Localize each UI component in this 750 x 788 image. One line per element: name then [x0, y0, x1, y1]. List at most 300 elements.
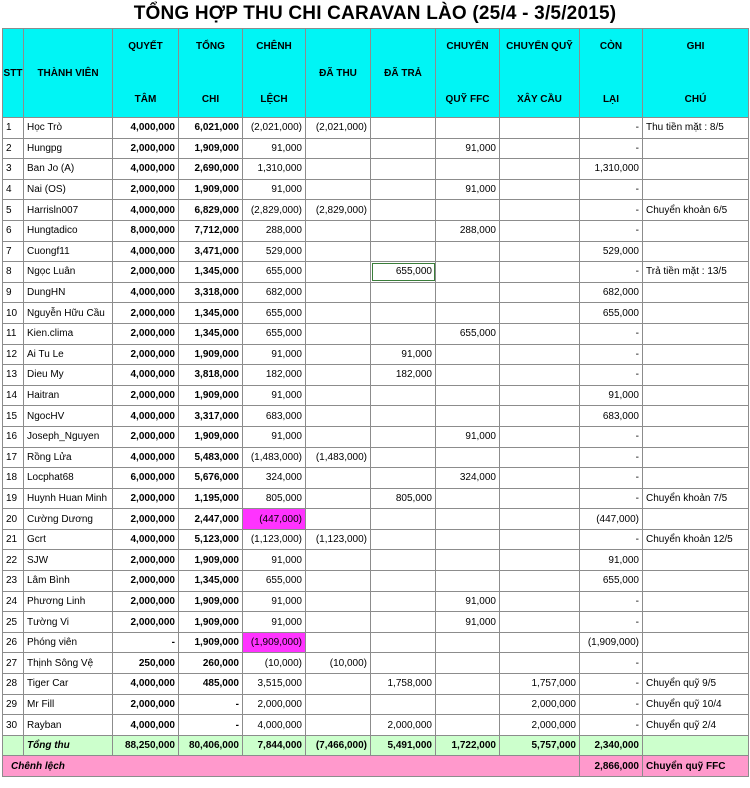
note-cell[interactable]: Chuyển khoản 6/5	[643, 200, 749, 221]
member-name-cell[interactable]: Thịnh Sông Vệ	[24, 653, 113, 674]
da-thu-cell[interactable]	[306, 426, 371, 447]
con-lai-cell[interactable]: 1,310,000	[580, 159, 643, 180]
chuyen-quy-ffc-cell[interactable]	[436, 571, 500, 592]
tong-chi-cell[interactable]: 260,000	[179, 653, 243, 674]
member-name-cell[interactable]: Ban Jo (A)	[24, 159, 113, 180]
quyet-tam-cell[interactable]: 2,000,000	[113, 385, 179, 406]
da-thu-cell[interactable]	[306, 612, 371, 633]
stt-cell[interactable]: 22	[3, 550, 24, 571]
quyet-tam-cell[interactable]: 4,000,000	[113, 118, 179, 139]
total-stt-cell[interactable]	[3, 735, 24, 756]
con-lai-cell[interactable]: -	[580, 447, 643, 468]
member-name-cell[interactable]: Phóng viên	[24, 632, 113, 653]
chenh-lech-cell[interactable]: 3,515,000	[243, 674, 306, 695]
chuyen-quy-xay-cau-cell[interactable]	[500, 632, 580, 653]
chuyen-quy-xay-cau-cell[interactable]	[500, 385, 580, 406]
member-name-cell[interactable]: Hungpg	[24, 138, 113, 159]
da-thu-cell[interactable]	[306, 591, 371, 612]
da-tra-cell[interactable]	[371, 159, 436, 180]
chuyen-quy-ffc-cell[interactable]	[436, 241, 500, 262]
chuyen-quy-xay-cau-cell[interactable]: 1,757,000	[500, 674, 580, 695]
tong-chi-cell[interactable]: 1,345,000	[179, 262, 243, 283]
note-cell[interactable]	[643, 406, 749, 427]
quyet-tam-cell[interactable]: 2,000,000	[113, 550, 179, 571]
da-thu-cell[interactable]: (1,123,000)	[306, 529, 371, 550]
da-tra-cell[interactable]	[371, 385, 436, 406]
da-tra-cell[interactable]	[371, 653, 436, 674]
con-lai-cell[interactable]: (447,000)	[580, 509, 643, 530]
total-da-thu[interactable]: (7,466,000)	[306, 735, 371, 756]
member-name-cell[interactable]: Rayban	[24, 715, 113, 736]
chenh-lech-cell[interactable]: (2,021,000)	[243, 118, 306, 139]
chenh-lech-cell[interactable]: 91,000	[243, 385, 306, 406]
stt-cell[interactable]: 18	[3, 468, 24, 489]
da-tra-cell[interactable]	[371, 179, 436, 200]
con-lai-cell[interactable]: -	[580, 612, 643, 633]
chenh-lech-cell[interactable]: 91,000	[243, 591, 306, 612]
chuyen-quy-ffc-cell[interactable]	[436, 632, 500, 653]
chuyen-quy-xay-cau-cell[interactable]	[500, 365, 580, 386]
da-thu-cell[interactable]	[306, 509, 371, 530]
chenh-lech-cell[interactable]: 324,000	[243, 468, 306, 489]
tong-chi-cell[interactable]: 3,317,000	[179, 406, 243, 427]
con-lai-cell[interactable]: -	[580, 715, 643, 736]
con-lai-cell[interactable]: 529,000	[580, 241, 643, 262]
chuyen-quy-xay-cau-cell[interactable]	[500, 591, 580, 612]
stt-cell[interactable]: 17	[3, 447, 24, 468]
con-lai-cell[interactable]: -	[580, 674, 643, 695]
header-chuyen-quy-ffc[interactable]: CHUYỂN QUỸ FFC	[436, 29, 500, 118]
chuyen-quy-ffc-cell[interactable]	[436, 715, 500, 736]
da-tra-cell[interactable]	[371, 406, 436, 427]
chuyen-quy-xay-cau-cell[interactable]	[500, 303, 580, 324]
quyet-tam-cell[interactable]: 4,000,000	[113, 365, 179, 386]
chuyen-quy-xay-cau-cell[interactable]	[500, 406, 580, 427]
da-tra-cell[interactable]	[371, 282, 436, 303]
chuyen-quy-xay-cau-cell[interactable]	[500, 468, 580, 489]
chuyen-quy-xay-cau-cell[interactable]: 2,000,000	[500, 715, 580, 736]
con-lai-cell[interactable]: 655,000	[580, 303, 643, 324]
quyet-tam-cell[interactable]: 4,000,000	[113, 406, 179, 427]
difference-con-lai[interactable]: 2,866,000	[580, 756, 643, 777]
chenh-lech-cell[interactable]: 182,000	[243, 365, 306, 386]
total-chuyen-quy-xay-cau[interactable]: 5,757,000	[500, 735, 580, 756]
da-tra-cell[interactable]	[371, 529, 436, 550]
chuyen-quy-ffc-cell[interactable]	[436, 488, 500, 509]
member-name-cell[interactable]: Gcrt	[24, 529, 113, 550]
stt-cell[interactable]: 12	[3, 344, 24, 365]
stt-cell[interactable]: 19	[3, 488, 24, 509]
quyet-tam-cell[interactable]: 2,000,000	[113, 179, 179, 200]
chuyen-quy-ffc-cell[interactable]	[436, 282, 500, 303]
total-chenh-lech[interactable]: 7,844,000	[243, 735, 306, 756]
quyet-tam-cell[interactable]: 6,000,000	[113, 468, 179, 489]
header-ghi-chu[interactable]: GHI CHÚ	[643, 29, 749, 118]
da-tra-cell[interactable]	[371, 241, 436, 262]
chenh-lech-cell[interactable]: 4,000,000	[243, 715, 306, 736]
con-lai-cell[interactable]: -	[580, 262, 643, 283]
chuyen-quy-ffc-cell[interactable]: 91,000	[436, 179, 500, 200]
chuyen-quy-xay-cau-cell[interactable]	[500, 571, 580, 592]
note-cell[interactable]	[643, 282, 749, 303]
note-cell[interactable]: Chuyển quỹ 9/5	[643, 674, 749, 695]
chenh-lech-cell[interactable]: (447,000)	[243, 509, 306, 530]
da-thu-cell[interactable]	[306, 488, 371, 509]
da-tra-cell[interactable]	[371, 303, 436, 324]
chenh-lech-cell[interactable]: (1,483,000)	[243, 447, 306, 468]
member-name-cell[interactable]: Rồng Lửa	[24, 447, 113, 468]
header-quyet-tam[interactable]: QUYẾT TÂM	[113, 29, 179, 118]
member-name-cell[interactable]: Cường Dương	[24, 509, 113, 530]
stt-cell[interactable]: 30	[3, 715, 24, 736]
quyet-tam-cell[interactable]: 2,000,000	[113, 488, 179, 509]
con-lai-cell[interactable]: -	[580, 118, 643, 139]
chuyen-quy-ffc-cell[interactable]	[436, 365, 500, 386]
chuyen-quy-xay-cau-cell[interactable]	[500, 200, 580, 221]
chuyen-quy-xay-cau-cell[interactable]	[500, 241, 580, 262]
stt-cell[interactable]: 1	[3, 118, 24, 139]
total-label[interactable]: Tổng thu	[24, 735, 113, 756]
quyet-tam-cell[interactable]: -	[113, 632, 179, 653]
tong-chi-cell[interactable]: 1,909,000	[179, 632, 243, 653]
chuyen-quy-xay-cau-cell[interactable]	[500, 488, 580, 509]
note-cell[interactable]	[643, 550, 749, 571]
quyet-tam-cell[interactable]: 2,000,000	[113, 344, 179, 365]
note-cell[interactable]: Chuyển quỹ 2/4	[643, 715, 749, 736]
da-tra-cell[interactable]	[371, 550, 436, 571]
chuyen-quy-xay-cau-cell[interactable]	[500, 220, 580, 241]
header-tong-chi[interactable]: TỔNG CHI	[179, 29, 243, 118]
quyet-tam-cell[interactable]: 4,000,000	[113, 241, 179, 262]
da-thu-cell[interactable]	[306, 385, 371, 406]
member-name-cell[interactable]: SJW	[24, 550, 113, 571]
stt-cell[interactable]: 16	[3, 426, 24, 447]
tong-chi-cell[interactable]: 3,318,000	[179, 282, 243, 303]
chuyen-quy-xay-cau-cell[interactable]	[500, 262, 580, 283]
quyet-tam-cell[interactable]: 2,000,000	[113, 323, 179, 344]
member-name-cell[interactable]: Harrisln007	[24, 200, 113, 221]
chuyen-quy-xay-cau-cell[interactable]	[500, 426, 580, 447]
stt-cell[interactable]: 24	[3, 591, 24, 612]
stt-cell[interactable]: 8	[3, 262, 24, 283]
chuyen-quy-ffc-cell[interactable]	[436, 262, 500, 283]
chuyen-quy-xay-cau-cell[interactable]	[500, 612, 580, 633]
member-name-cell[interactable]: Locphat68	[24, 468, 113, 489]
header-da-tra[interactable]: ĐÃ TRẢ	[371, 29, 436, 118]
tong-chi-cell[interactable]: 1,345,000	[179, 571, 243, 592]
chuyen-quy-ffc-cell[interactable]: 91,000	[436, 426, 500, 447]
quyet-tam-cell[interactable]: 8,000,000	[113, 220, 179, 241]
da-tra-cell[interactable]	[371, 447, 436, 468]
da-tra-cell[interactable]	[371, 323, 436, 344]
quyet-tam-cell[interactable]: 4,000,000	[113, 159, 179, 180]
tong-chi-cell[interactable]: 485,000	[179, 674, 243, 695]
stt-cell[interactable]: 28	[3, 674, 24, 695]
con-lai-cell[interactable]: -	[580, 344, 643, 365]
note-cell[interactable]	[643, 591, 749, 612]
member-name-cell[interactable]: Nai (OS)	[24, 179, 113, 200]
tong-chi-cell[interactable]: 1,195,000	[179, 488, 243, 509]
da-tra-cell[interactable]	[371, 468, 436, 489]
total-chuyen-quy-ffc[interactable]: 1,722,000	[436, 735, 500, 756]
tong-chi-cell[interactable]: 1,909,000	[179, 179, 243, 200]
da-thu-cell[interactable]: (10,000)	[306, 653, 371, 674]
chenh-lech-cell[interactable]: 529,000	[243, 241, 306, 262]
da-thu-cell[interactable]	[306, 138, 371, 159]
chenh-lech-cell[interactable]: 2,000,000	[243, 694, 306, 715]
chenh-lech-cell[interactable]: 288,000	[243, 220, 306, 241]
chuyen-quy-xay-cau-cell[interactable]	[500, 118, 580, 139]
chuyen-quy-ffc-cell[interactable]	[436, 159, 500, 180]
con-lai-cell[interactable]: -	[580, 426, 643, 447]
chenh-lech-cell[interactable]: 91,000	[243, 138, 306, 159]
header-con-lai[interactable]: CÒN LẠI	[580, 29, 643, 118]
tong-chi-cell[interactable]: 1,909,000	[179, 550, 243, 571]
chuyen-quy-ffc-cell[interactable]	[436, 509, 500, 530]
chuyen-quy-ffc-cell[interactable]	[436, 653, 500, 674]
con-lai-cell[interactable]: 91,000	[580, 550, 643, 571]
chuyen-quy-xay-cau-cell[interactable]: 2,000,000	[500, 694, 580, 715]
member-name-cell[interactable]: Ngọc Luân	[24, 262, 113, 283]
tong-chi-cell[interactable]: 5,123,000	[179, 529, 243, 550]
quyet-tam-cell[interactable]: 2,000,000	[113, 426, 179, 447]
chuyen-quy-ffc-cell[interactable]	[436, 550, 500, 571]
note-cell[interactable]	[643, 365, 749, 386]
con-lai-cell[interactable]: 91,000	[580, 385, 643, 406]
da-thu-cell[interactable]	[306, 571, 371, 592]
da-thu-cell[interactable]	[306, 406, 371, 427]
da-thu-cell[interactable]	[306, 262, 371, 283]
con-lai-cell[interactable]: 655,000	[580, 571, 643, 592]
con-lai-cell[interactable]: -	[580, 488, 643, 509]
chuyen-quy-ffc-cell[interactable]: 324,000	[436, 468, 500, 489]
stt-cell[interactable]: 5	[3, 200, 24, 221]
chuyen-quy-ffc-cell[interactable]	[436, 447, 500, 468]
con-lai-cell[interactable]: -	[580, 138, 643, 159]
chuyen-quy-ffc-cell[interactable]: 655,000	[436, 323, 500, 344]
chuyen-quy-xay-cau-cell[interactable]	[500, 323, 580, 344]
note-cell[interactable]	[643, 179, 749, 200]
note-cell[interactable]	[643, 632, 749, 653]
stt-cell[interactable]: 25	[3, 612, 24, 633]
quyet-tam-cell[interactable]: 4,000,000	[113, 674, 179, 695]
tong-chi-cell[interactable]: -	[179, 694, 243, 715]
note-cell[interactable]: Trả tiền mặt : 13/5	[643, 262, 749, 283]
member-name-cell[interactable]: Nguyễn Hữu Cầu	[24, 303, 113, 324]
chenh-lech-cell[interactable]: 1,310,000	[243, 159, 306, 180]
chenh-lech-cell[interactable]: (2,829,000)	[243, 200, 306, 221]
da-tra-cell[interactable]	[371, 220, 436, 241]
member-name-cell[interactable]: Dieu My	[24, 365, 113, 386]
note-cell[interactable]	[643, 323, 749, 344]
quyet-tam-cell[interactable]: 2,000,000	[113, 571, 179, 592]
member-name-cell[interactable]: Cuongf11	[24, 241, 113, 262]
stt-cell[interactable]: 20	[3, 509, 24, 530]
chenh-lech-cell[interactable]: 682,000	[243, 282, 306, 303]
member-name-cell[interactable]: DungHN	[24, 282, 113, 303]
stt-cell[interactable]: 10	[3, 303, 24, 324]
da-tra-cell[interactable]	[371, 612, 436, 633]
quyet-tam-cell[interactable]: 250,000	[113, 653, 179, 674]
tong-chi-cell[interactable]: -	[179, 715, 243, 736]
tong-chi-cell[interactable]: 2,690,000	[179, 159, 243, 180]
member-name-cell[interactable]: Mr Fill	[24, 694, 113, 715]
note-cell[interactable]	[643, 468, 749, 489]
total-note[interactable]	[643, 735, 749, 756]
difference-label[interactable]: Chênh lệch	[3, 756, 580, 777]
member-name-cell[interactable]: Hungtadico	[24, 220, 113, 241]
note-cell[interactable]	[643, 385, 749, 406]
stt-cell[interactable]: 23	[3, 571, 24, 592]
member-name-cell[interactable]: Lâm Bình	[24, 571, 113, 592]
con-lai-cell[interactable]: -	[580, 220, 643, 241]
tong-chi-cell[interactable]: 1,909,000	[179, 138, 243, 159]
chuyen-quy-ffc-cell[interactable]	[436, 694, 500, 715]
da-tra-cell[interactable]: 2,000,000	[371, 715, 436, 736]
da-thu-cell[interactable]	[306, 365, 371, 386]
da-thu-cell[interactable]	[306, 344, 371, 365]
tong-chi-cell[interactable]: 1,909,000	[179, 426, 243, 447]
chuyen-quy-ffc-cell[interactable]	[436, 344, 500, 365]
da-thu-cell[interactable]	[306, 632, 371, 653]
stt-cell[interactable]: 21	[3, 529, 24, 550]
note-cell[interactable]	[643, 447, 749, 468]
da-tra-cell[interactable]	[371, 632, 436, 653]
da-tra-cell[interactable]	[371, 426, 436, 447]
chenh-lech-cell[interactable]: 655,000	[243, 303, 306, 324]
tong-chi-cell[interactable]: 1,909,000	[179, 344, 243, 365]
member-name-cell[interactable]: Joseph_Nguyen	[24, 426, 113, 447]
con-lai-cell[interactable]: (1,909,000)	[580, 632, 643, 653]
chenh-lech-cell[interactable]: 91,000	[243, 612, 306, 633]
stt-cell[interactable]: 15	[3, 406, 24, 427]
quyet-tam-cell[interactable]: 4,000,000	[113, 529, 179, 550]
note-cell[interactable]	[643, 571, 749, 592]
member-name-cell[interactable]: Haitran	[24, 385, 113, 406]
con-lai-cell[interactable]: -	[580, 323, 643, 344]
chuyen-quy-ffc-cell[interactable]	[436, 674, 500, 695]
member-name-cell[interactable]: Ai Tu Le	[24, 344, 113, 365]
stt-cell[interactable]: 26	[3, 632, 24, 653]
note-cell[interactable]: Thu tiền mặt : 8/5	[643, 118, 749, 139]
chuyen-quy-xay-cau-cell[interactable]	[500, 653, 580, 674]
tong-chi-cell[interactable]: 2,447,000	[179, 509, 243, 530]
chuyen-quy-ffc-cell[interactable]	[436, 200, 500, 221]
tong-chi-cell[interactable]: 1,909,000	[179, 612, 243, 633]
member-name-cell[interactable]: Phương Linh	[24, 591, 113, 612]
stt-cell[interactable]: 6	[3, 220, 24, 241]
tong-chi-cell[interactable]: 1,345,000	[179, 303, 243, 324]
note-cell[interactable]	[643, 509, 749, 530]
da-tra-cell[interactable]	[371, 571, 436, 592]
con-lai-cell[interactable]: -	[580, 694, 643, 715]
chenh-lech-cell[interactable]: 683,000	[243, 406, 306, 427]
note-cell[interactable]	[643, 220, 749, 241]
stt-cell[interactable]: 14	[3, 385, 24, 406]
chuyen-quy-ffc-cell[interactable]: 91,000	[436, 612, 500, 633]
con-lai-cell[interactable]: -	[580, 591, 643, 612]
chuyen-quy-ffc-cell[interactable]	[436, 385, 500, 406]
quyet-tam-cell[interactable]: 4,000,000	[113, 282, 179, 303]
chenh-lech-cell[interactable]: (10,000)	[243, 653, 306, 674]
chuyen-quy-xay-cau-cell[interactable]	[500, 159, 580, 180]
chuyen-quy-xay-cau-cell[interactable]	[500, 509, 580, 530]
con-lai-cell[interactable]: -	[580, 468, 643, 489]
chenh-lech-cell[interactable]: 91,000	[243, 550, 306, 571]
tong-chi-cell[interactable]: 1,909,000	[179, 591, 243, 612]
tong-chi-cell[interactable]: 6,021,000	[179, 118, 243, 139]
quyet-tam-cell[interactable]: 2,000,000	[113, 138, 179, 159]
header-chenh-lech[interactable]: CHÊNH LỆCH	[243, 29, 306, 118]
da-thu-cell[interactable]	[306, 323, 371, 344]
tong-chi-cell[interactable]: 1,345,000	[179, 323, 243, 344]
chuyen-quy-ffc-cell[interactable]	[436, 118, 500, 139]
tong-chi-cell[interactable]: 5,676,000	[179, 468, 243, 489]
member-name-cell[interactable]: Tiger Car	[24, 674, 113, 695]
stt-cell[interactable]: 13	[3, 365, 24, 386]
con-lai-cell[interactable]: 683,000	[580, 406, 643, 427]
da-thu-cell[interactable]	[306, 179, 371, 200]
da-thu-cell[interactable]	[306, 694, 371, 715]
chuyen-quy-ffc-cell[interactable]: 288,000	[436, 220, 500, 241]
tong-chi-cell[interactable]: 3,818,000	[179, 365, 243, 386]
header-chuyen-quy-xay-cau[interactable]: CHUYỂN QUỸ XÂY CẦU	[500, 29, 580, 118]
header-member[interactable]: THÀNH VIÊN	[24, 29, 113, 118]
difference-note[interactable]: Chuyển quỹ FFC	[643, 756, 749, 777]
chenh-lech-cell[interactable]: 655,000	[243, 262, 306, 283]
note-cell[interactable]	[643, 241, 749, 262]
header-da-thu[interactable]: ĐÃ THU	[306, 29, 371, 118]
con-lai-cell[interactable]: -	[580, 653, 643, 674]
member-name-cell[interactable]: Huynh Huan Minh	[24, 488, 113, 509]
chuyen-quy-xay-cau-cell[interactable]	[500, 447, 580, 468]
chuyen-quy-ffc-cell[interactable]	[436, 303, 500, 324]
note-cell[interactable]	[643, 138, 749, 159]
member-name-cell[interactable]: Kien.clima	[24, 323, 113, 344]
quyet-tam-cell[interactable]: 2,000,000	[113, 591, 179, 612]
chuyen-quy-ffc-cell[interactable]: 91,000	[436, 591, 500, 612]
stt-cell[interactable]: 29	[3, 694, 24, 715]
da-thu-cell[interactable]	[306, 303, 371, 324]
da-thu-cell[interactable]	[306, 159, 371, 180]
quyet-tam-cell[interactable]: 2,000,000	[113, 694, 179, 715]
quyet-tam-cell[interactable]: 2,000,000	[113, 262, 179, 283]
tong-chi-cell[interactable]: 6,829,000	[179, 200, 243, 221]
da-tra-cell[interactable]	[371, 509, 436, 530]
da-tra-cell[interactable]: 182,000	[371, 365, 436, 386]
da-thu-cell[interactable]	[306, 220, 371, 241]
chuyen-quy-xay-cau-cell[interactable]	[500, 529, 580, 550]
chuyen-quy-xay-cau-cell[interactable]	[500, 179, 580, 200]
da-tra-cell[interactable]: 1,758,000	[371, 674, 436, 695]
da-thu-cell[interactable]: (2,829,000)	[306, 200, 371, 221]
chenh-lech-cell[interactable]: 805,000	[243, 488, 306, 509]
chenh-lech-cell[interactable]: 655,000	[243, 571, 306, 592]
quyet-tam-cell[interactable]: 2,000,000	[113, 612, 179, 633]
tong-chi-cell[interactable]: 3,471,000	[179, 241, 243, 262]
da-thu-cell[interactable]	[306, 550, 371, 571]
chuyen-quy-xay-cau-cell[interactable]	[500, 550, 580, 571]
con-lai-cell[interactable]: -	[580, 365, 643, 386]
stt-cell[interactable]: 4	[3, 179, 24, 200]
da-thu-cell[interactable]: (1,483,000)	[306, 447, 371, 468]
tong-chi-cell[interactable]: 1,909,000	[179, 385, 243, 406]
chuyen-quy-ffc-cell[interactable]: 91,000	[436, 138, 500, 159]
total-quyet-tam[interactable]: 88,250,000	[113, 735, 179, 756]
quyet-tam-cell[interactable]: 4,000,000	[113, 447, 179, 468]
member-name-cell[interactable]: NgocHV	[24, 406, 113, 427]
stt-cell[interactable]: 7	[3, 241, 24, 262]
